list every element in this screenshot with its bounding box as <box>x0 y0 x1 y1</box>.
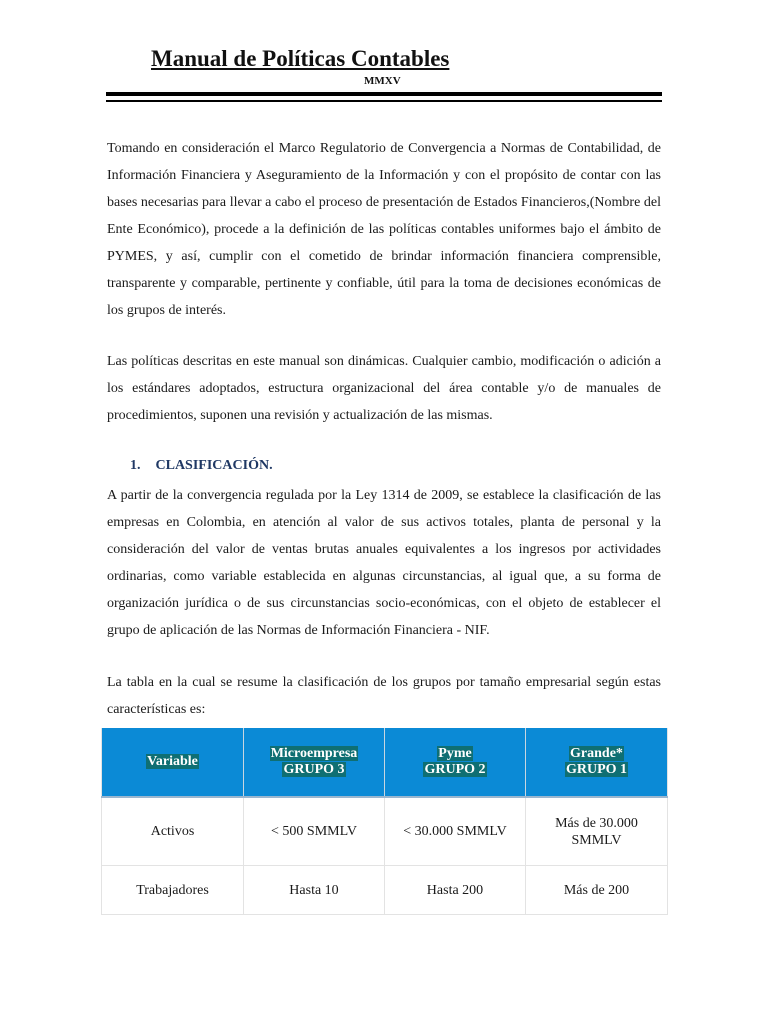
table-cell: < 30.000 SMMLV <box>385 797 526 866</box>
header-label: Microempresa <box>270 746 358 761</box>
table-cell: Trabajadores <box>102 866 244 915</box>
header-grande <box>526 728 668 797</box>
dynamic-policies-paragraph: Las políticas descritas en este manual son dinámicas. Cualquier cambio, modificación o adición a los estándares adoptados, estructura organizacional del área contable y/o de manuales de procedimientos, suponen una revisión y actualización de las mismas. <box>107 354 661 423</box>
header-label: Grande* <box>570 746 623 761</box>
table-row <box>102 797 668 866</box>
section-number: 1. <box>130 458 141 473</box>
section-heading <box>130 458 273 474</box>
header-label: Variable <box>147 754 198 769</box>
header-group: GRUPO 3 <box>283 762 345 777</box>
document-subtitle: MMXV <box>364 75 401 87</box>
classification-table <box>101 728 668 915</box>
header-group: GRUPO 2 <box>424 762 486 777</box>
intro-paragraph: Tomando en consideración el Marco Regulatorio de Convergencia a Normas de Contabilidad, de Información Financiera y Aseguramiento de la Información y con el propósito de contar con las bases necesarias para llevar a cabo el proceso de presentación de Estados Financieros,(Nombre del Ente Económico), procede a la definición de las políticas contables uniformes bajo el ámbito de PYMES, y así, cumplir con el cometido de brindar información financiera comprensible, transparente y comparable, pertinente y confiable, útil para la toma de decisiones económicas de los grupos de interés. <box>107 141 661 318</box>
section-title: CLASIFICACIÓN. <box>155 458 273 473</box>
header-microempresa <box>244 728 385 797</box>
table-cell: Hasta 200 <box>385 866 526 915</box>
header-divider-thin <box>106 100 662 102</box>
document-title: Manual de Políticas Contables <box>151 46 450 71</box>
table-intro-paragraph: La tabla en la cual se resume la clasificación de los grupos por tamaño empresarial según estas características es: <box>107 675 661 717</box>
header-variable <box>102 728 244 797</box>
header-pyme <box>385 728 526 797</box>
header-group: GRUPO 1 <box>565 762 628 777</box>
table-cell: Más de 200 <box>526 866 668 915</box>
table-cell: Activos <box>102 797 244 866</box>
table-cell: Más de 30.000 SMMLV <box>526 797 668 866</box>
header-divider-thick <box>106 92 662 96</box>
classification-paragraph: A partir de la convergencia regulada por la Ley 1314 de 2009, se establece la clasificación de las empresas en Colombia, en atención al valor de sus activos totales, planta de personal y la consideración del valor de ventas brutas anuales equivalentes a los ingresos por actividades ordinarias, como variable establecida en algunas circunstancias, al igual que, a su forma de organización jurídica o de sus circunstancias socio-económicas, con el objeto de establecer el grupo de aplicación de las Normas de Información Financiera - NIF. <box>107 488 661 638</box>
table-header-row <box>102 728 668 797</box>
table-cell: Hasta 10 <box>244 866 385 915</box>
table-cell: < 500 SMMLV <box>244 797 385 866</box>
header-label: Pyme <box>438 746 472 761</box>
table-row <box>102 866 668 915</box>
